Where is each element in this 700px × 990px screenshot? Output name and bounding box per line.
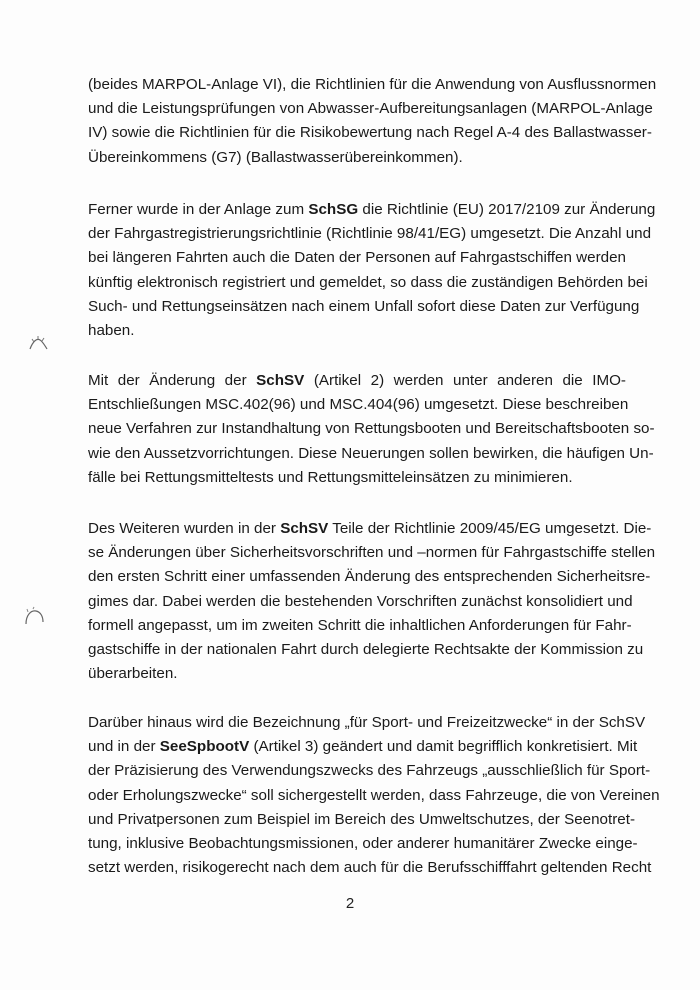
text-line [88, 271, 648, 295]
text-segment: setzt werden, risikogerecht nach dem auch für die Berufsschifffahrt geltenden Recht [88, 859, 652, 877]
text-segment: formell angepasst, um im zweiten Schritt die inhaltlichen Anforderungen für Fahr- [88, 616, 632, 634]
paragraph-3 [88, 369, 655, 490]
text-segment: überarbeiten. [88, 665, 178, 683]
text-segment: der Präzisierung des Verwendungszwecks des Fahrzeugs „ausschließlich für Sport- [88, 762, 651, 780]
text-segment: und in der [88, 738, 160, 756]
scan-artifact-mark [28, 335, 50, 355]
text-line [88, 246, 626, 270]
text-segment: der Fahrgastregistrierungsrichtlinie (Richtlinie 98/41/EG) umgesetzt. Die Anzahl und [88, 225, 652, 243]
text-segment: Ferner wurde in der Anlage zum [88, 201, 309, 218]
text-segment: fälle bei Rettungsmitteltests und Rettungsmitteleinsätzen zu minimieren. [88, 468, 573, 486]
text-segment: neue Verfahren zur Instandhaltung von Rettungsbooten und Bereitschaftsbooten so- [88, 420, 655, 438]
text-line [88, 417, 655, 441]
text-segment: und die Leistungsprüfungen von Abwasser-Aufbereitungsanlagen (MARPOL-Anlage [88, 100, 653, 118]
text-segment: und Privatpersonen zum Beispiel im Bereich des Umweltschutzes, der Seenotret- [88, 810, 636, 828]
text-segment: den ersten Schritt einer umfassenden Änderung des entsprechenden Sicherheitsre- [88, 568, 651, 586]
text-line [88, 856, 652, 880]
text-segment: Mit der Änderung der [88, 372, 257, 389]
text-segment: oder Erholungszwecke“ soll sichergestellt werden, dass Fahrzeuge, die von Vereinen [88, 786, 660, 804]
text-segment: Entschließungen MSC.402(96) und MSC.404(96) umgesetzt. Diese beschreiben [88, 396, 629, 414]
text-line [88, 198, 656, 222]
text-line [88, 662, 626, 686]
text-segment: Darüber hinaus wird die Bezeichnung „für Sport- und Freizeitzwecke“ in der SchSV [88, 714, 646, 731]
text-line [88, 369, 626, 393]
text-line [88, 590, 633, 614]
text-line [88, 73, 657, 97]
text-segment: die Richtlinie (EU) 2017/2109 zur Änderung [358, 201, 656, 218]
text-segment: se Änderungen über Sicherheitsvorschriften und –normen für Fahrgastschiffe stellen [88, 544, 656, 562]
paragraph-4 [88, 517, 656, 686]
text-line [88, 541, 656, 565]
text-segment: bei längeren Fahrten auch die Daten der Personen auf Fahrgastschiffen werden [88, 249, 626, 267]
text-segment: IV) sowie die Richtlinien für die Risikobewertung nach Regel A-4 des Ballastwasser- [88, 124, 652, 142]
text-line [88, 97, 653, 121]
text-line [88, 638, 644, 662]
text-segment: (Artikel 2) werden unter anderen die IMO- [304, 372, 626, 389]
text-segment: Des Weiteren wurden in der [88, 520, 281, 537]
bold-abbreviation: SchSV [256, 372, 305, 389]
text-line [88, 832, 638, 856]
bold-abbreviation: SchSG [308, 201, 359, 218]
page-number: 2 [345, 895, 355, 912]
text-segment: tung, inklusive Beobachtungsmissionen, oder anderer humanitärer Zwecke einge- [88, 835, 638, 853]
text-line [88, 319, 626, 343]
text-line [88, 711, 646, 735]
text-line [88, 735, 638, 759]
paragraph-2 [88, 198, 656, 343]
bold-abbreviation: SeeSpbootV [159, 738, 250, 756]
paragraph-5 [88, 711, 660, 880]
text-line [88, 146, 626, 170]
bold-abbreviation: SchSV [280, 520, 329, 537]
text-line [88, 466, 626, 490]
text-line [88, 393, 629, 417]
text-segment: wie den Aussetzvorrichtungen. Diese Neuerungen sollen bewirken, die häufigen Un- [88, 444, 654, 462]
text-line [88, 565, 651, 589]
text-segment: Such- und Rettungseinsätzen nach einem Unfall sofort diese Daten zur Verfügung [88, 297, 640, 315]
text-line [88, 222, 652, 246]
text-segment: gimes dar. Dabei werden die bestehenden Vorschriften zunächst konsolidiert und [88, 592, 633, 610]
text-line [88, 784, 660, 808]
text-segment: (beides MARPOL-Anlage VI), die Richtlinien für die Anwendung von Ausflussnormen [88, 76, 657, 93]
text-line [88, 442, 654, 466]
text-segment: künftig elektronisch registriert und gemeldet, so dass die zuständigen Behörden bei [88, 273, 648, 291]
text-segment: Übereinkommens (G7) (Ballastwasserübereinkommen). [88, 148, 463, 166]
text-line [88, 517, 652, 541]
scan-artifact-mark [24, 606, 46, 626]
paragraph-1 [88, 73, 657, 170]
text-line [88, 614, 632, 638]
text-segment: gastschiffe in der nationalen Fahrt durch delegierte Rechtsakte der Kommission zu [88, 641, 644, 659]
text-segment: haben. [88, 322, 135, 340]
text-segment: Teile der Richtlinie 2009/45/EG umgesetzt. Die- [328, 520, 652, 537]
text-line [88, 121, 652, 145]
text-line [88, 808, 636, 832]
text-line [88, 759, 651, 783]
text-line [88, 295, 640, 319]
text-segment: (Artikel 3) geändert und damit begrifflich konkretisiert. Mit [249, 738, 638, 756]
